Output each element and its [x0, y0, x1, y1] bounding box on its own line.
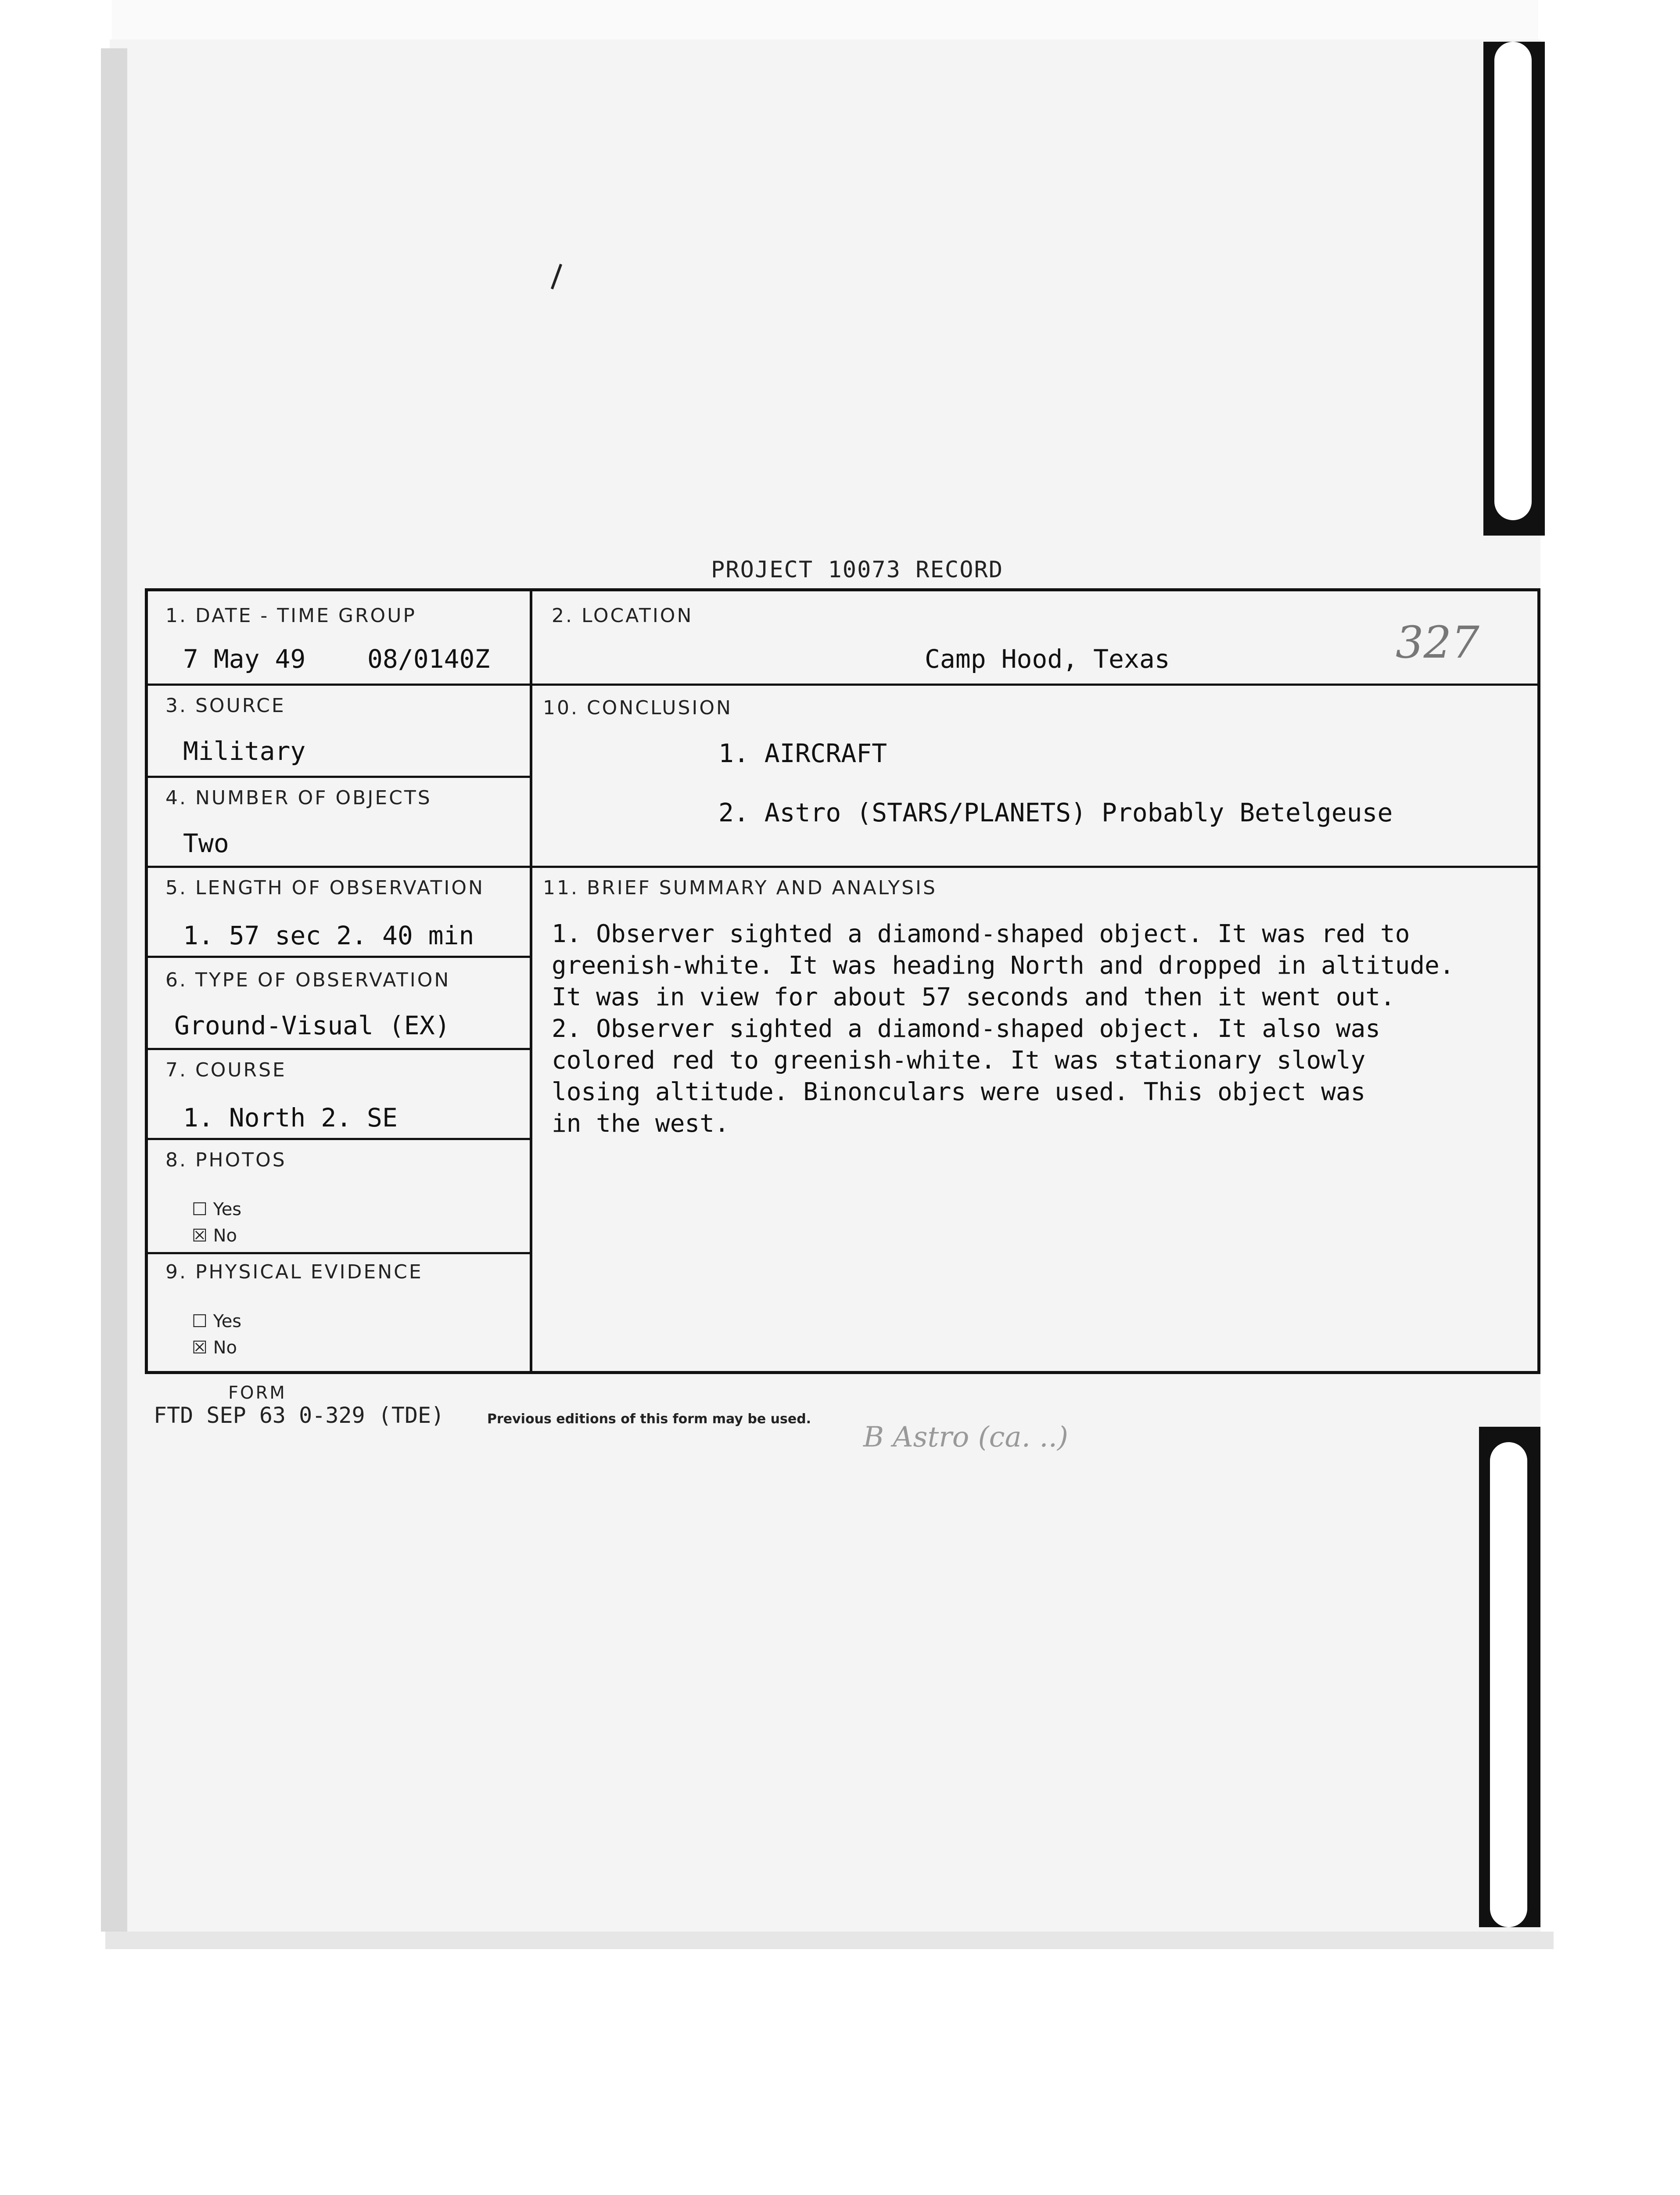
time-value: 08/0140Z: [367, 644, 490, 674]
physical-evidence-no-label: No: [213, 1338, 237, 1358]
photos-label: 8. PHOTOS: [165, 1149, 287, 1171]
row-divider: [148, 776, 532, 778]
physical-evidence-label: 9. PHYSICAL EVIDENCE: [165, 1261, 423, 1283]
handwritten-record-number: 327: [1396, 617, 1479, 668]
type-of-observation-label: 6. TYPE OF OBSERVATION: [165, 969, 451, 991]
summary-line: It was in view for about 57 seconds and then it went out.: [552, 983, 1395, 1011]
sheet-bottom-edge: [105, 1932, 1554, 1949]
film-edge-bottom: [0, 1932, 1680, 2195]
film-tab-bottom-right: [1479, 1427, 1540, 1927]
photos-yes-checkbox: ☐ Yes: [192, 1199, 242, 1220]
photos-no-label: No: [213, 1226, 237, 1246]
conclusion-label: 10. CONCLUSION: [543, 697, 732, 719]
row-divider: [148, 866, 1539, 868]
summary-text: [552, 918, 1517, 1140]
summary-label: 11. BRIEF SUMMARY AND ANALYSIS: [543, 877, 937, 899]
type-of-observation-value: Ground-Visual (EX): [174, 1011, 450, 1040]
photos-no-checkbox: ☒ No: [192, 1226, 237, 1246]
row-divider: [148, 956, 532, 958]
row-divider: [148, 1252, 532, 1254]
physical-evidence-yes-label: Yes: [213, 1311, 242, 1331]
summary-line: greenish-white. It was heading North and dropped in altitude.: [552, 951, 1454, 980]
date-time-label: 1. DATE - TIME GROUP: [165, 605, 416, 627]
number-of-objects-label: 4. NUMBER OF OBJECTS: [165, 787, 432, 809]
film-edge-top: [110, 0, 1680, 42]
conclusion-item-1: 1. AIRCRAFT: [718, 738, 887, 768]
photos-yes-label: Yes: [213, 1199, 242, 1220]
summary-line: 1. Observer sighted a diamond-shaped object. It was red to: [552, 920, 1410, 948]
location-value: Camp Hood, Texas: [925, 644, 1170, 674]
document-title: PROJECT 10073 RECORD: [711, 557, 1004, 583]
conclusion-item-2: 2. Astro (STARS/PLANETS) Probably Betelgeuse: [718, 798, 1393, 828]
summary-line: 2. Observer sighted a diamond-shaped object. It also was: [552, 1015, 1381, 1043]
handwritten-conclusion-note: B Astro (ca. ..): [863, 1421, 1068, 1454]
length-of-observation-label: 5. LENGTH OF OBSERVATION: [165, 877, 485, 899]
row-divider: [148, 1138, 532, 1140]
location-label: 2. LOCATION: [552, 605, 693, 627]
summary-line: colored red to greenish-white. It was stationary slowly: [552, 1046, 1366, 1075]
summary-line: losing altitude. Binonculars were used. This object was: [552, 1078, 1366, 1106]
physical-evidence-no-checkbox: ☒ No: [192, 1338, 237, 1358]
row-divider: [148, 684, 1539, 686]
film-edge-left: [0, 0, 112, 2195]
source-label: 3. SOURCE: [165, 694, 286, 717]
length-of-observation-value: 1. 57 sec 2. 40 min: [183, 921, 474, 950]
course-value: 1. North 2. SE: [183, 1103, 398, 1133]
row-divider: [148, 1048, 532, 1050]
summary-line: in the west.: [552, 1109, 729, 1138]
film-tab-top-right: [1483, 42, 1545, 536]
course-label: 7. COURSE: [165, 1059, 287, 1081]
source-value: Military: [183, 736, 306, 766]
film-edge-right: [1538, 0, 1680, 2195]
footer-note: Previous editions of this form may be used.: [487, 1411, 811, 1427]
footer-form-label: FORM: [228, 1383, 287, 1403]
footer-form-code: FTD SEP 63 0-329 (TDE): [154, 1403, 445, 1428]
date-value: 7 May 49: [183, 644, 306, 674]
sheet-shadow: [101, 48, 127, 1932]
number-of-objects-value: Two: [183, 828, 229, 858]
physical-evidence-yes-checkbox: ☐ Yes: [192, 1311, 242, 1331]
